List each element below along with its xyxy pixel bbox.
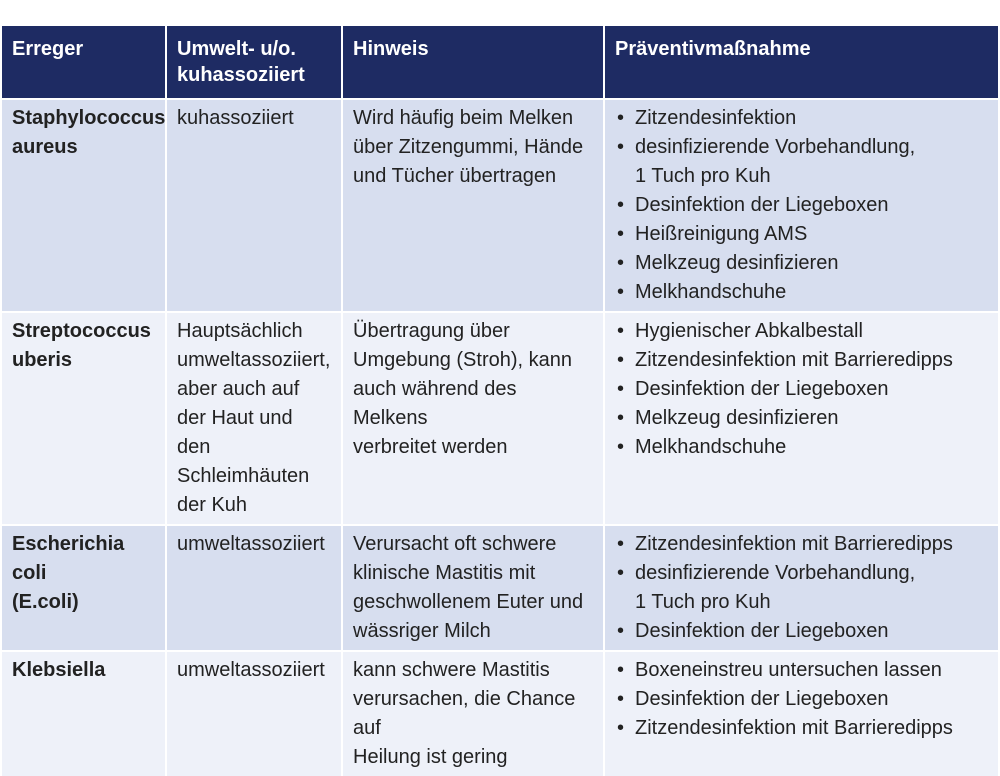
list-item: [615, 220, 988, 249]
hinweis-text: und Tücher übertragen: [353, 165, 557, 187]
massnahme-text: • Desinfektion der Liegeboxen: [635, 688, 889, 710]
erreger-text: Escherichia coli: [12, 533, 125, 584]
massnahme-text: 1 Tuch pro Kuh: [635, 591, 771, 613]
cell-erreger: [2, 312, 166, 525]
massnahmen-list: [615, 530, 988, 646]
list-item: [615, 714, 988, 743]
massnahmen-list: [615, 104, 988, 307]
list-item: [615, 656, 988, 685]
hinweis-text: Wird häufig beim Melken: [353, 107, 574, 129]
massnahme-text: • Zitzendesinfektion: [635, 107, 797, 129]
erreger-text: Staphylococcus: [12, 107, 166, 129]
massnahmen-list: [615, 656, 988, 743]
table-row: [2, 651, 998, 776]
table-row: [2, 525, 998, 651]
assoziiert-text: Schleimhäuten: [177, 465, 310, 487]
erreger-text: (E.coli): [12, 591, 79, 613]
cell-hinweis: [342, 312, 604, 525]
hinweis-text: Übertragung über: [353, 320, 510, 342]
assoziiert-text: umweltassoziiert,: [177, 349, 331, 371]
hinweis-text: über Zitzengummi, Hände: [353, 136, 584, 158]
hinweis-text: geschwollenem Euter und: [353, 591, 584, 613]
massnahme-text: • Melkhandschuhe: [635, 436, 787, 458]
table-body: [2, 99, 998, 776]
massnahme-text: • Melkzeug desinfizieren: [635, 252, 839, 274]
hinweis-text: Umgebung (Stroh), kann: [353, 349, 573, 371]
cell-erreger: [2, 525, 166, 651]
assoziiert-text: umweltassoziiert: [177, 659, 325, 681]
cell-assoziiert: [166, 99, 342, 312]
list-item: [615, 404, 988, 433]
cell-assoziiert: [166, 312, 342, 525]
cell-assoziiert: [166, 525, 342, 651]
list-item: [615, 317, 988, 346]
massnahme-text: 1 Tuch pro Kuh: [635, 165, 771, 187]
erreger-text: Klebsiella: [12, 659, 106, 681]
massnahme-text: • Melkhandschuhe: [635, 281, 787, 303]
table-row: [2, 99, 998, 312]
header-praeventivmassnahme: Präventivmaßnahme: [604, 26, 998, 99]
table-row: [2, 312, 998, 525]
header-hinweis: Hinweis: [342, 26, 604, 99]
list-item: [615, 433, 988, 462]
hinweis-text: Verursacht oft schwere: [353, 533, 557, 555]
massnahme-text: • Desinfektion der Liegeboxen: [635, 194, 889, 216]
header-assoziiert-line: kuhassoziiert: [177, 64, 305, 86]
header-assoziiert: [166, 26, 342, 99]
massnahme-text: • Heißreinigung AMS: [635, 223, 808, 245]
erreger-text: uberis: [12, 349, 73, 371]
hinweis-text: klinische Mastitis mit: [353, 562, 536, 584]
massnahme-text: • Zitzendesinfektion mit Barrieredipps: [635, 717, 953, 739]
massnahmen-list: [615, 317, 988, 462]
erreger-text: Streptococcus: [12, 320, 151, 342]
assoziiert-text: aber auch auf: [177, 378, 300, 400]
list-item: [615, 559, 988, 617]
cell-massnahmen: [604, 525, 998, 651]
assoziiert-text: der Kuh: [177, 494, 248, 516]
massnahme-text: • Zitzendesinfektion mit Barrieredipps: [635, 349, 953, 371]
massnahme-text: • Hygienischer Abkalbestall: [635, 320, 863, 342]
hinweis-text: kann schwere Mastitis: [353, 659, 550, 681]
header-assoziiert-line: Umwelt- u/o.: [177, 38, 296, 60]
cell-erreger: [2, 99, 166, 312]
cell-hinweis: [342, 99, 604, 312]
massnahme-text: • Boxeneinstreu untersuchen lassen: [635, 659, 942, 681]
cell-assoziiert: [166, 651, 342, 776]
assoziiert-text: der Haut und den: [177, 407, 293, 458]
massnahme-text: • Desinfektion der Liegeboxen: [635, 620, 889, 642]
cell-massnahmen: [604, 99, 998, 312]
massnahme-text: • desinfizierende Vorbehandlung,: [635, 562, 916, 584]
hinweis-text: wässriger Milch: [353, 620, 491, 642]
massnahme-text: • Desinfektion der Liegeboxen: [635, 378, 889, 400]
list-item: [615, 617, 988, 646]
list-item: [615, 191, 988, 220]
list-item: [615, 249, 988, 278]
list-item: [615, 685, 988, 714]
massnahme-text: • Zitzendesinfektion mit Barrieredipps: [635, 533, 953, 555]
list-item: [615, 346, 988, 375]
list-item: [615, 530, 988, 559]
hinweis-text: verbreitet werden: [353, 436, 508, 458]
hinweis-text: auch während des Melkens: [353, 378, 517, 429]
assoziiert-text: kuhassoziiert: [177, 107, 294, 129]
pathogen-table: [2, 26, 998, 776]
assoziiert-text: Hauptsächlich: [177, 320, 303, 342]
assoziiert-text: umweltassoziiert: [177, 533, 325, 555]
cell-massnahmen: [604, 312, 998, 525]
list-item: [615, 104, 988, 133]
massnahme-text: • Melkzeug desinfizieren: [635, 407, 839, 429]
cell-massnahmen: [604, 651, 998, 776]
hinweis-text: verursachen, die Chance auf: [353, 688, 576, 739]
erreger-text: aureus: [12, 136, 78, 158]
cell-erreger: [2, 651, 166, 776]
list-item: [615, 375, 988, 404]
header-row: [2, 26, 998, 99]
list-item: [615, 133, 988, 191]
hinweis-text: Heilung ist gering: [353, 746, 508, 768]
list-item: [615, 278, 988, 307]
cell-hinweis: [342, 651, 604, 776]
table-container: [2, 26, 998, 776]
header-erreger: Erreger: [2, 26, 166, 99]
massnahme-text: • desinfizierende Vorbehandlung,: [635, 136, 916, 158]
cell-hinweis: [342, 525, 604, 651]
